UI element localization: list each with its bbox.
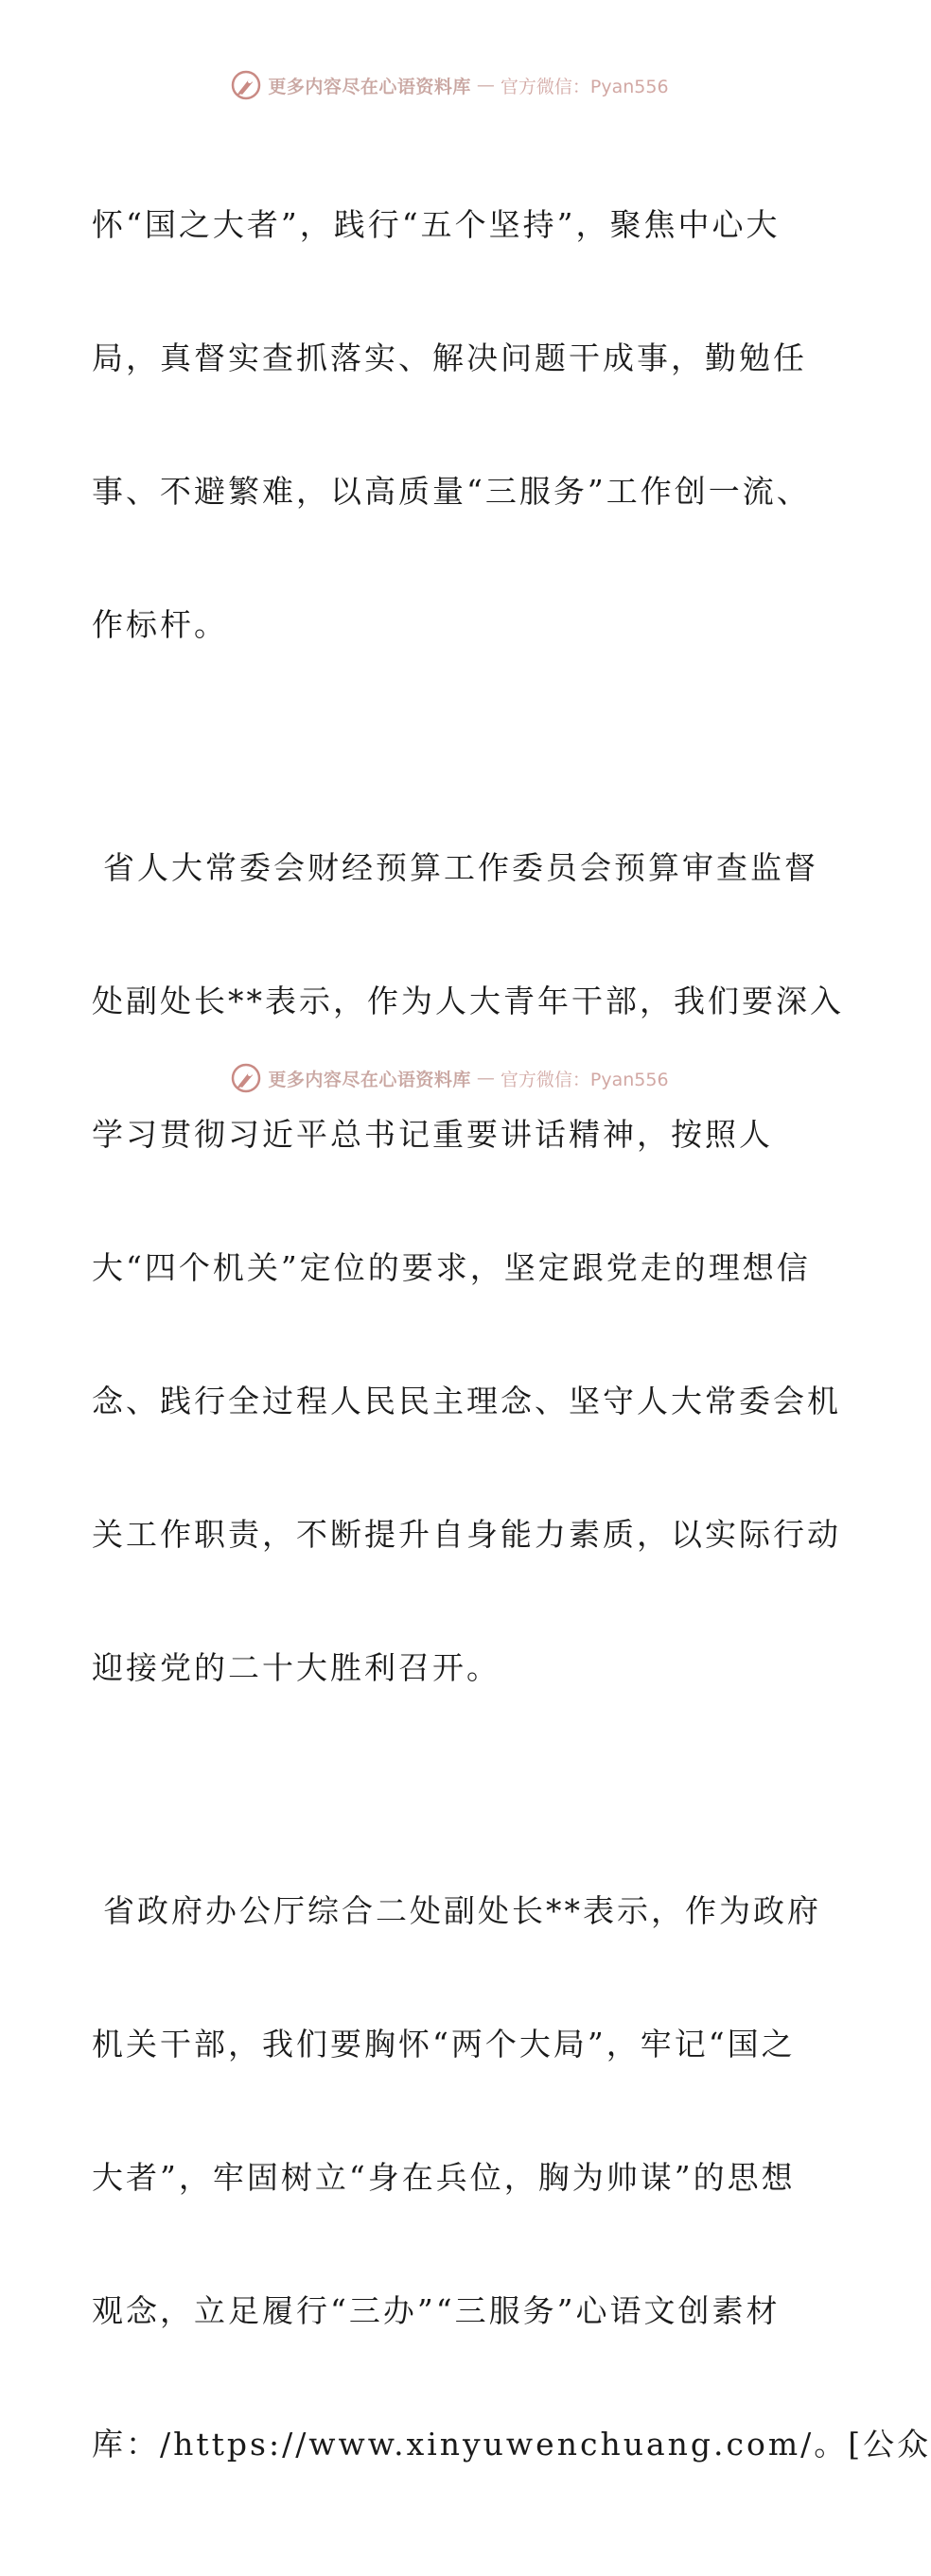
paragraph-line: 念、践行全过程人民民主理念、坚守人大常委会机 [92, 1383, 841, 1419]
paragraph-line: 大者”，牢固树立“身在兵位，胸为帅谋”的思想 [92, 2159, 796, 2196]
paragraph-line: 作标杆。 [92, 606, 228, 643]
footer-brand-text: 更多内容尽在心语资料库 [268, 1069, 471, 1090]
paragraph-line: 处副处长**表示，作为人大青年干部，我们要深入 [92, 983, 844, 1019]
paragraph-line: 省人大常委会财经预算工作委员会预算审查监督 [103, 849, 818, 886]
paragraph-line: 库：/https://www.xinyuwenchuang.com/。[公众 [92, 2426, 931, 2463]
paragraph-line: 事、不避繁难，以高质量“三服务”工作创一流、 [92, 473, 811, 510]
pen-nib-logo-icon [230, 1062, 262, 1094]
footer-dash: — [476, 1068, 495, 1088]
paragraph-line: 局，真督实查抓落实、解决问题干成事，勤勉任 [92, 339, 807, 376]
paragraph-line: 学习贯彻习近平总书记重要讲话精神，按照人 [92, 1116, 773, 1153]
footer-contact: 官方微信：Pyan556 [500, 1069, 669, 1090]
paragraph-line: 省政府办公厅综合二处副处长**表示，作为政府 [103, 1892, 821, 1929]
paragraph-2 [92, 757, 844, 1779]
header-dash: — [476, 75, 495, 96]
paragraph-3 [92, 1800, 931, 2555]
pen-nib-logo-icon [230, 69, 262, 101]
header-watermark [0, 66, 899, 104]
document-body [92, 113, 931, 2576]
paragraph-line: 机关干部，我们要胸怀“两个大局”，牢记“国之 [92, 2026, 796, 2063]
paragraph-line: 迎接党的二十大胜利召开。 [92, 1649, 501, 1686]
header-brand-text: 更多内容尽在心语资料库 [268, 76, 471, 97]
paragraph-line: 关工作职责，不断提升自身能力素质，以实际行动 [92, 1516, 841, 1553]
paragraph-line: 怀“国之大者”，践行“五个坚持”，聚焦中心大 [92, 206, 781, 243]
header-contact: 官方微信：Pyan556 [500, 76, 669, 97]
paragraph-line: 观念，立足履行“三办”“三服务”心语文创素材 [92, 2292, 781, 2329]
footer-watermark [0, 1059, 899, 1097]
paragraph-line: 大“四个机关”定位的要求，坚定跟党走的理想信 [92, 1249, 811, 1286]
paragraph-1 [92, 113, 811, 736]
